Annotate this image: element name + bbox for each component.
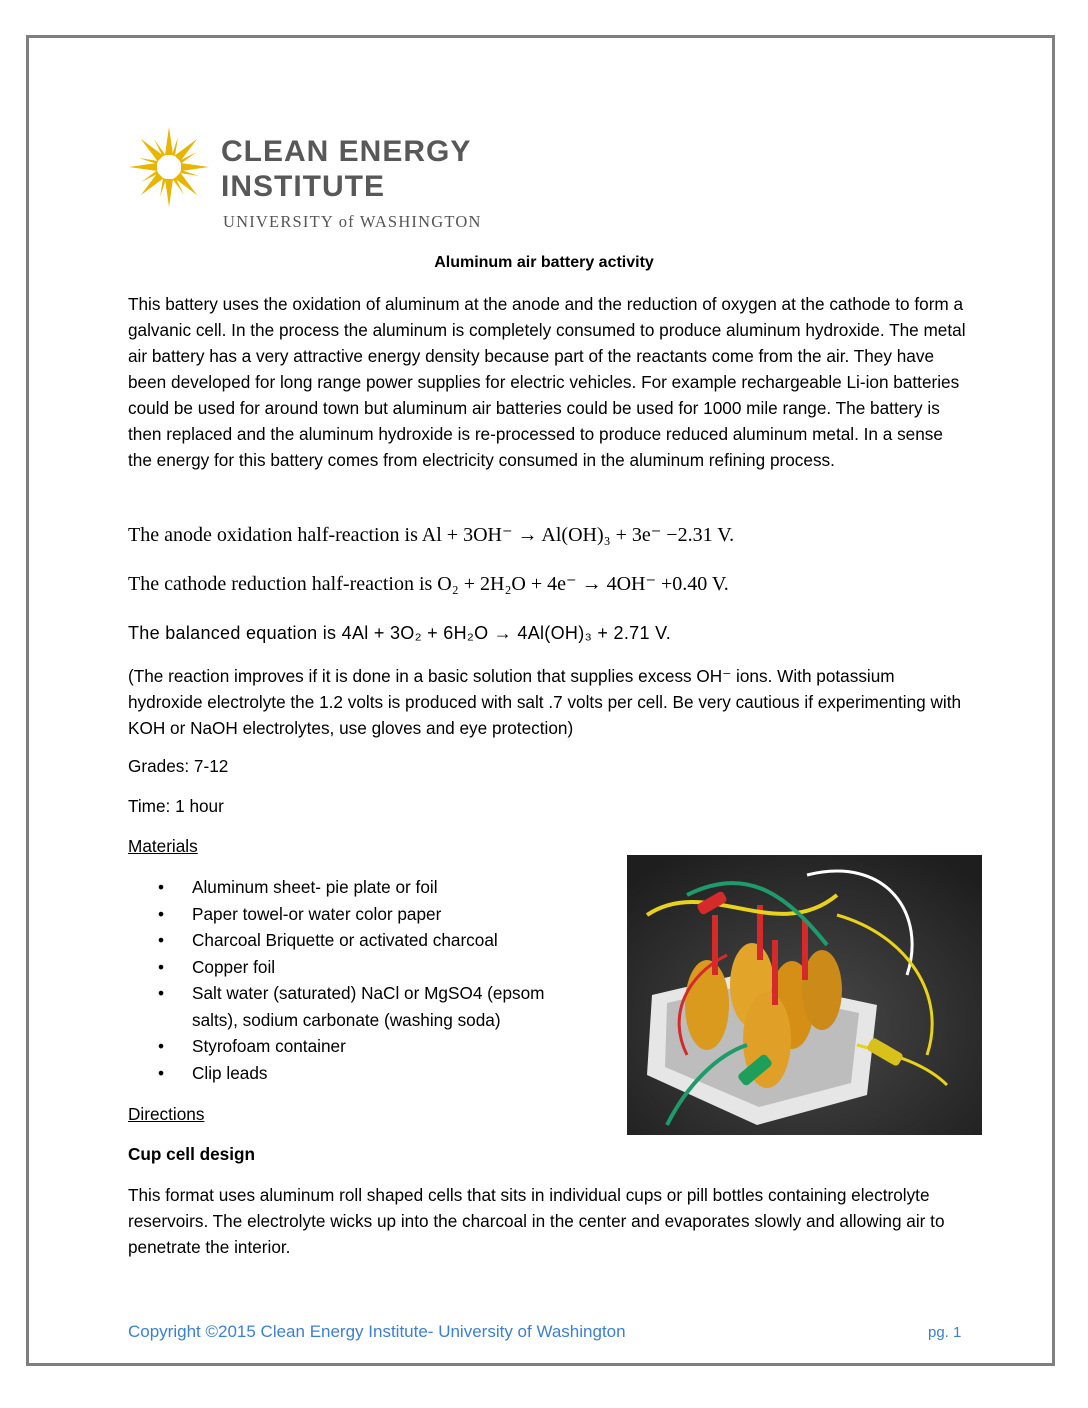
- logo-name: CLEAN ENERGY INSTITUTE: [221, 135, 472, 203]
- footer-copyright: Copyright ©2015 Clean Energy Institute- University of Washington: [128, 1322, 626, 1341]
- document-title: Aluminum air battery activity: [434, 254, 654, 271]
- list-item: • Paper towel-or water color paper: [128, 901, 588, 928]
- list-item: • Aluminum sheet- pie plate or foil: [128, 874, 588, 901]
- sunburst-logo-icon: [128, 126, 210, 208]
- list-item: • Clip leads: [128, 1060, 588, 1087]
- grades: Grades: 7-12: [128, 756, 229, 776]
- battery-photo-illustration: [627, 855, 982, 1135]
- list-item: • Styrofoam container: [128, 1033, 588, 1060]
- battery-photo: [627, 855, 982, 1135]
- intro-paragraph: This battery uses the oxidation of aluminum at the anode and the reduction of oxygen at the cathode to form a galvanic cell. In the process the aluminum is completely consumed to produce aluminum hydroxide. The metal air battery has a very attractive energy density because part of the reactants come from the air. They have been developed for long range power supplies for electric vehicles. For example rechargeable Li-ion batteries could be used for around town but aluminum air batteries could be used for 1000 mile range. The battery is then replaced and the aluminum hydroxide is re-processed to produce reduced aluminum metal. In a sense the energy for this battery comes from electricity consumed in the aluminum refining process.: [128, 294, 966, 470]
- time: Time: 1 hour: [128, 796, 224, 816]
- anode-equation: The anode oxidation half-reaction is Al + 3OH⁻ → Al(OH)₃ + 3e⁻ −2.31 V.: [128, 524, 735, 546]
- materials-heading: Materials: [128, 836, 198, 856]
- logo-university: UNIVERSITY of WASHINGTON: [223, 212, 482, 231]
- balanced-equation: The balanced equation is 4Al + 3O₂ + 6H₂O → 4Al(OH)₃ + 2.71 V.: [128, 623, 672, 643]
- page-number: pg. 1: [928, 1324, 962, 1341]
- cup-cell-paragraph: This format uses aluminum roll shaped cells that sits in individual cups or pill bottles containing electrolyte reservoirs. The electrolyte wicks up into the charcoal in the center and evaporates slowly and allowing air to penetrate the interior.: [128, 1185, 945, 1257]
- list-item: • Salt water (saturated) NaCl or MgSO4 (epsom salts), sodium carbonate (washing soda): [128, 980, 588, 1033]
- list-item: • Charcoal Briquette or activated charcoal: [128, 927, 588, 954]
- cup-cell-heading: Cup cell design: [128, 1144, 256, 1164]
- directions-heading: Directions: [128, 1104, 205, 1124]
- note-paragraph: (The reaction improves if it is done in a basic solution that supplies excess OH⁻ ions. With potassium hydroxide electrolyte the 1.2 volts is produced with salt .7 volts per cell. Be very cautious if experimenting with KOH or NaOH electrolytes, use gloves and eye protection): [128, 666, 962, 738]
- cathode-equation: The cathode reduction half-reaction is O₂ + 2H₂O + 4e⁻ → 4OH⁻ +0.40 V.: [128, 573, 729, 595]
- list-item: • Copper foil: [128, 954, 588, 981]
- materials-list: [128, 874, 588, 1086]
